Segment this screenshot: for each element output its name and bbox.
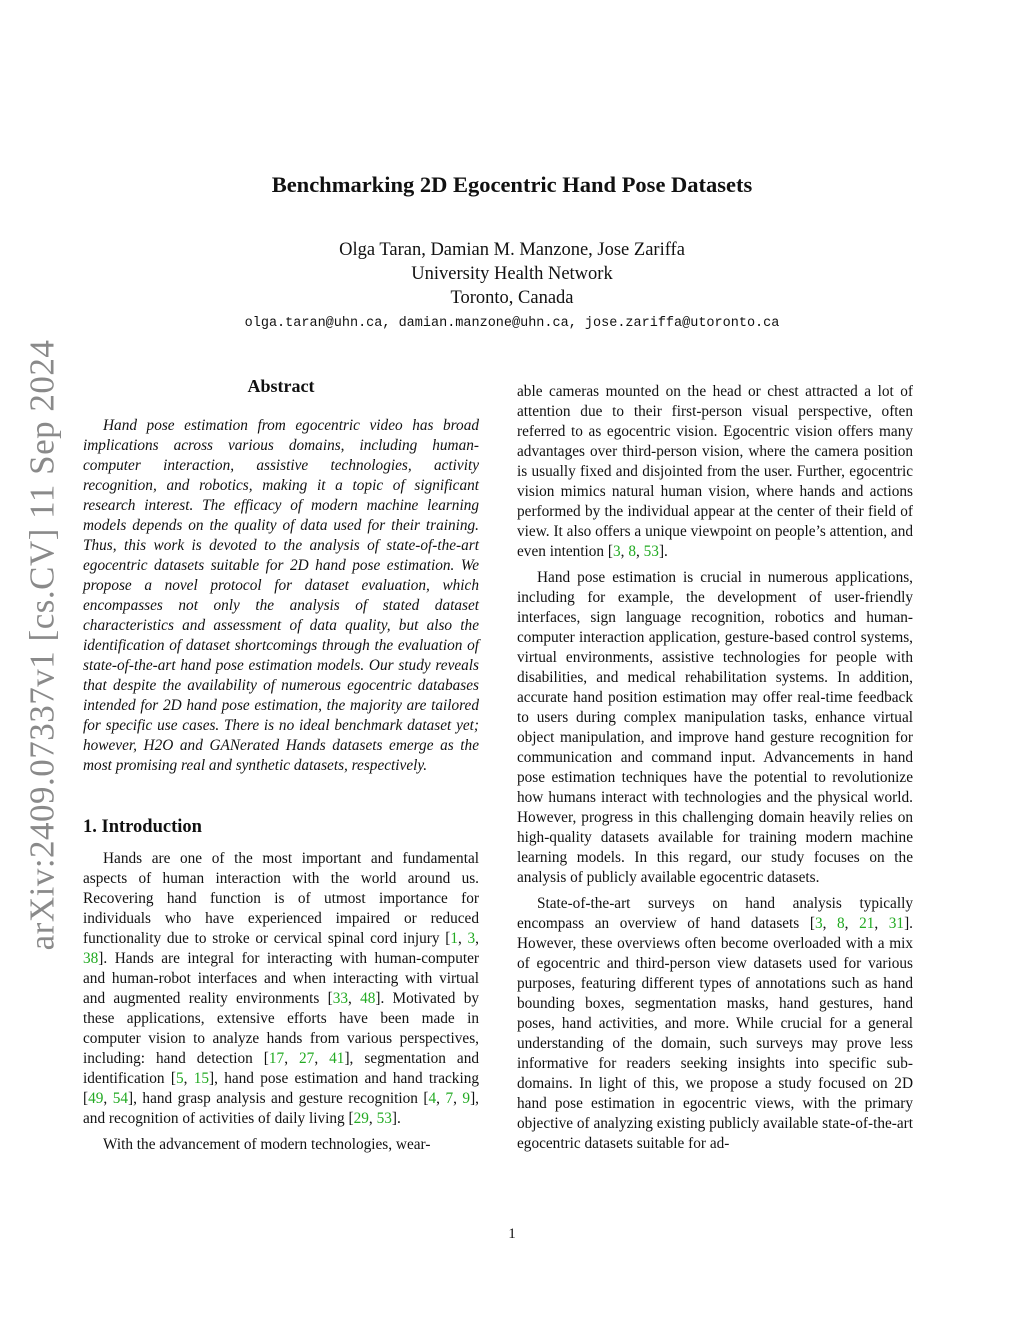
citation-link[interactable]: 8 — [628, 543, 636, 560]
citation-link[interactable]: 17 — [268, 1050, 285, 1067]
paragraph-text: able cameras mounted on the head or chest attracted a lot of attention due to their first-person visual perspective, often referred to as egocentric vision. Egocentric vision offers many advantages over third-person vision, where the camera position is usually fixed and disjointed from the user. Further, egocentric vision mimics natural human vision, where hands and actions performed by the individual appear at the center of their field of view. It also offers a unique viewpoint on people’s attention, and even intention [ — [517, 383, 913, 560]
arxiv-identifier: arXiv:2409.07337v1 [cs.CV] 11 Sep 2024 — [22, 339, 62, 951]
paragraph-text: ]. Motivated by these applications, extensive efforts have been made in computer vision to analyze hands from various perspectives, including: hand detection [ — [83, 990, 479, 1067]
citation-link[interactable]: 48 — [360, 990, 376, 1007]
paragraph-text: ]. — [658, 543, 668, 560]
intro-paragraph-2-start: With the advancement of modern technologies, wear- — [103, 1136, 431, 1153]
citation-link[interactable]: 53 — [643, 543, 659, 560]
citation-link[interactable]: 15 — [193, 1070, 209, 1087]
citation-link[interactable]: 29 — [353, 1110, 369, 1127]
citation-link[interactable]: 5 — [175, 1070, 184, 1087]
citation-link[interactable]: 4 — [428, 1090, 437, 1107]
intro-paragraph-1: Hands are one of the most important and fundamental aspects of human interaction with the world around us. Recovering hand function is of utmost importance for individuals who have experienced impaired or reduced functionality due to stroke or cervical spinal cord injury [1, 3, 38]. Hands are integral for interacting with human-computer and human-robot interfaces and when interacting with virtual and augmented reality environments [33, 48]. Motivated by these applications, extensive efforts have been made in computer vision to analyze hands from various perspectives, including: hand detection [17, 27, 41], segmentation and identification [5, 15], hand pose estimation and hand tracking [49, 54], hand grasp analysis and gesture recognition [4, 7, 9], and recognition of activities of daily living [29, 53]. — [83, 850, 480, 1127]
citation-link[interactable]: 49 — [88, 1090, 104, 1107]
page-number: 1 — [508, 1226, 516, 1242]
author-emails: olga.taran@uhn.ca, damian.manzone@uhn.ca, jose.zariffa@utoronto.ca — [244, 316, 780, 331]
left-column — [83, 376, 479, 1161]
paragraph-text: ]. Hands are integral for interacting with human-computer and human-robot interfaces and when interacting with virtual and augmented reality environments [ — [83, 950, 479, 1007]
right-column — [517, 382, 913, 1160]
citation-link[interactable]: 21 — [859, 915, 875, 932]
section-heading-introduction: 1. Introduction — [83, 817, 202, 837]
paragraph-text: ]. However, these overviews often become overloaded with a mix of egocentric and third-person view datasets used for various purposes, featuring different types of annotations such as hand bounding boxes, segmentation masks, hand gestures, hand poses, hand activities, and more. While crucial for a general understanding of the domain, such surveys may prove less informative for readers seeking insights into specific sub-domains. In light of this, we propose a study focused on 2D hand pose estimation in egocentric views, with the primary objective of analyzing existing publicly available state-of-the-art egocentric datasets suitable for ad- — [517, 915, 913, 1152]
author-list: Olga Taran, Damian M. Manzone, Jose Zariffa — [339, 240, 685, 260]
citation-link[interactable]: 7 — [445, 1090, 454, 1107]
paragraph-text: Hands are one of the most important and fundamental aspects of human interaction with the world around us. Recovering hand function is of utmost importance for individuals who have experienced impaired or reduced functionality due to stroke or cervical spinal cord injury [ — [83, 850, 479, 947]
paragraph-text: ], hand pose estimation and hand tracking [ — [83, 1070, 479, 1107]
paragraph-text: ]. — [391, 1110, 401, 1127]
affiliation: University Health Network — [411, 264, 613, 284]
paragraph-text: State-of-the-art surveys on hand analysis typically encompass an overview of hand datasets [ — [517, 895, 913, 932]
citation-link[interactable]: 53 — [376, 1110, 392, 1127]
citation-link[interactable]: 3 — [613, 543, 621, 560]
citation-link[interactable]: 3 — [814, 915, 823, 932]
abstract-body: Hand pose estimation from egocentric video has broad implications across various domains, including human-computer interaction, assistive technologies, activity recognition, and robotics, making it a topic of significant research interest. The efficacy of modern machine learning models depends on the quality of data used for their training. Thus, this work is devoted to the analysis of state-of-the-art egocentric datasets suitable for 2D hand pose estimation. We propose a novel protocol for dataset evaluation, which encompasses not only the analysis of stated dataset characteristics and assessment of data quality, but also the identification of dataset shortcomings through the evaluation of state-of-the-art hand pose estimation models. Our study reveals that despite the availability of numerous egocentric databases intended for 2D hand pose estimation, the majority are tailored for specific use cases. There is no ideal benchmark dataset yet; however, H2O and GANerated Hands datasets emerge as the most promising real and synthetic datasets, respectively. — [83, 417, 479, 774]
citation-link[interactable]: 41 — [329, 1050, 345, 1067]
location: Toronto, Canada — [450, 288, 574, 308]
citation-link[interactable]: 54 — [112, 1090, 129, 1107]
citation-link[interactable]: 9 — [462, 1090, 471, 1107]
abstract-heading: Abstract — [247, 376, 315, 396]
paragraph-text: ], hand grasp analysis and gesture recognition [ — [128, 1090, 429, 1107]
intro-paragraph-4: State-of-the-art surveys on hand analysis typically encompass an overview of hand datasets [3, 8, 21, 31]. However, these overviews often become overloaded with a mix of egocentric and third-person view datasets used for various purposes, featuring different types of annotations such as hand bounding boxes, segmentation masks, hand gestures, hand poses, hand activities, and more. While crucial for a general understanding of the domain, such surveys may prove less informative for readers seeking insights into specific sub-domains. In light of this, we propose a study focused on 2D hand pose estimation in egocentric views, with the primary objective of analyzing existing publicly available state-of-the-art egocentric datasets suitable for ad- — [517, 895, 913, 1152]
paper-title: Benchmarking 2D Egocentric Hand Pose Datasets — [271, 172, 753, 197]
citation-link[interactable]: 38 — [83, 950, 99, 967]
citation-link[interactable]: 27 — [299, 1050, 315, 1067]
citation-link[interactable]: 8 — [837, 915, 845, 932]
citation-link[interactable]: 3 — [467, 930, 476, 947]
citation-link[interactable]: 31 — [888, 915, 905, 932]
intro-paragraph-3: Hand pose estimation is crucial in numerous applications, including for example, the development of user-friendly interfaces, sign language recognition, robotics and human-computer interaction application, gesture-based control systems, virtual environments, assistive technologies for people with disabilities, and medical rehabilitation systems. In addition, accurate hand position estimation may offer real-time feedback to users during complex manipulation tasks, enhance virtual object manipulation, and improve hand gesture recognition for communication and command input. Advancements in hand pose estimation techniques have the potential to revolutionize how humans interact with technologies and the physical world. However, progress in this challenging domain heavily relies on high-quality datasets available for training modern machine learning models. In this regard, our study focuses on the analysis of publicly available egocentric datasets. — [517, 569, 913, 886]
intro-paragraph-2-continued: able cameras mounted on the head or chest attracted a lot of attention due to their first-person visual perspective, often referred to as egocentric vision. Egocentric vision offers many advantages over third-person vision, where the camera position is usually fixed and disjointed from the user. Further, egocentric vision mimics natural human vision, where hands and actions performed by the individual appear at the center of their field of view. It also offers a unique viewpoint on people’s attention, and even intention [3, 8, 53]. — [517, 383, 913, 560]
paragraph-text: ], segmentation and identification [ — [83, 1050, 480, 1087]
arxiv-side-stamp — [2, 339, 82, 951]
citation-link[interactable]: 1 — [450, 930, 458, 947]
paragraph-text: ], and recognition of activities of daily living [ — [83, 1090, 479, 1127]
citation-link[interactable]: 33 — [332, 990, 348, 1007]
